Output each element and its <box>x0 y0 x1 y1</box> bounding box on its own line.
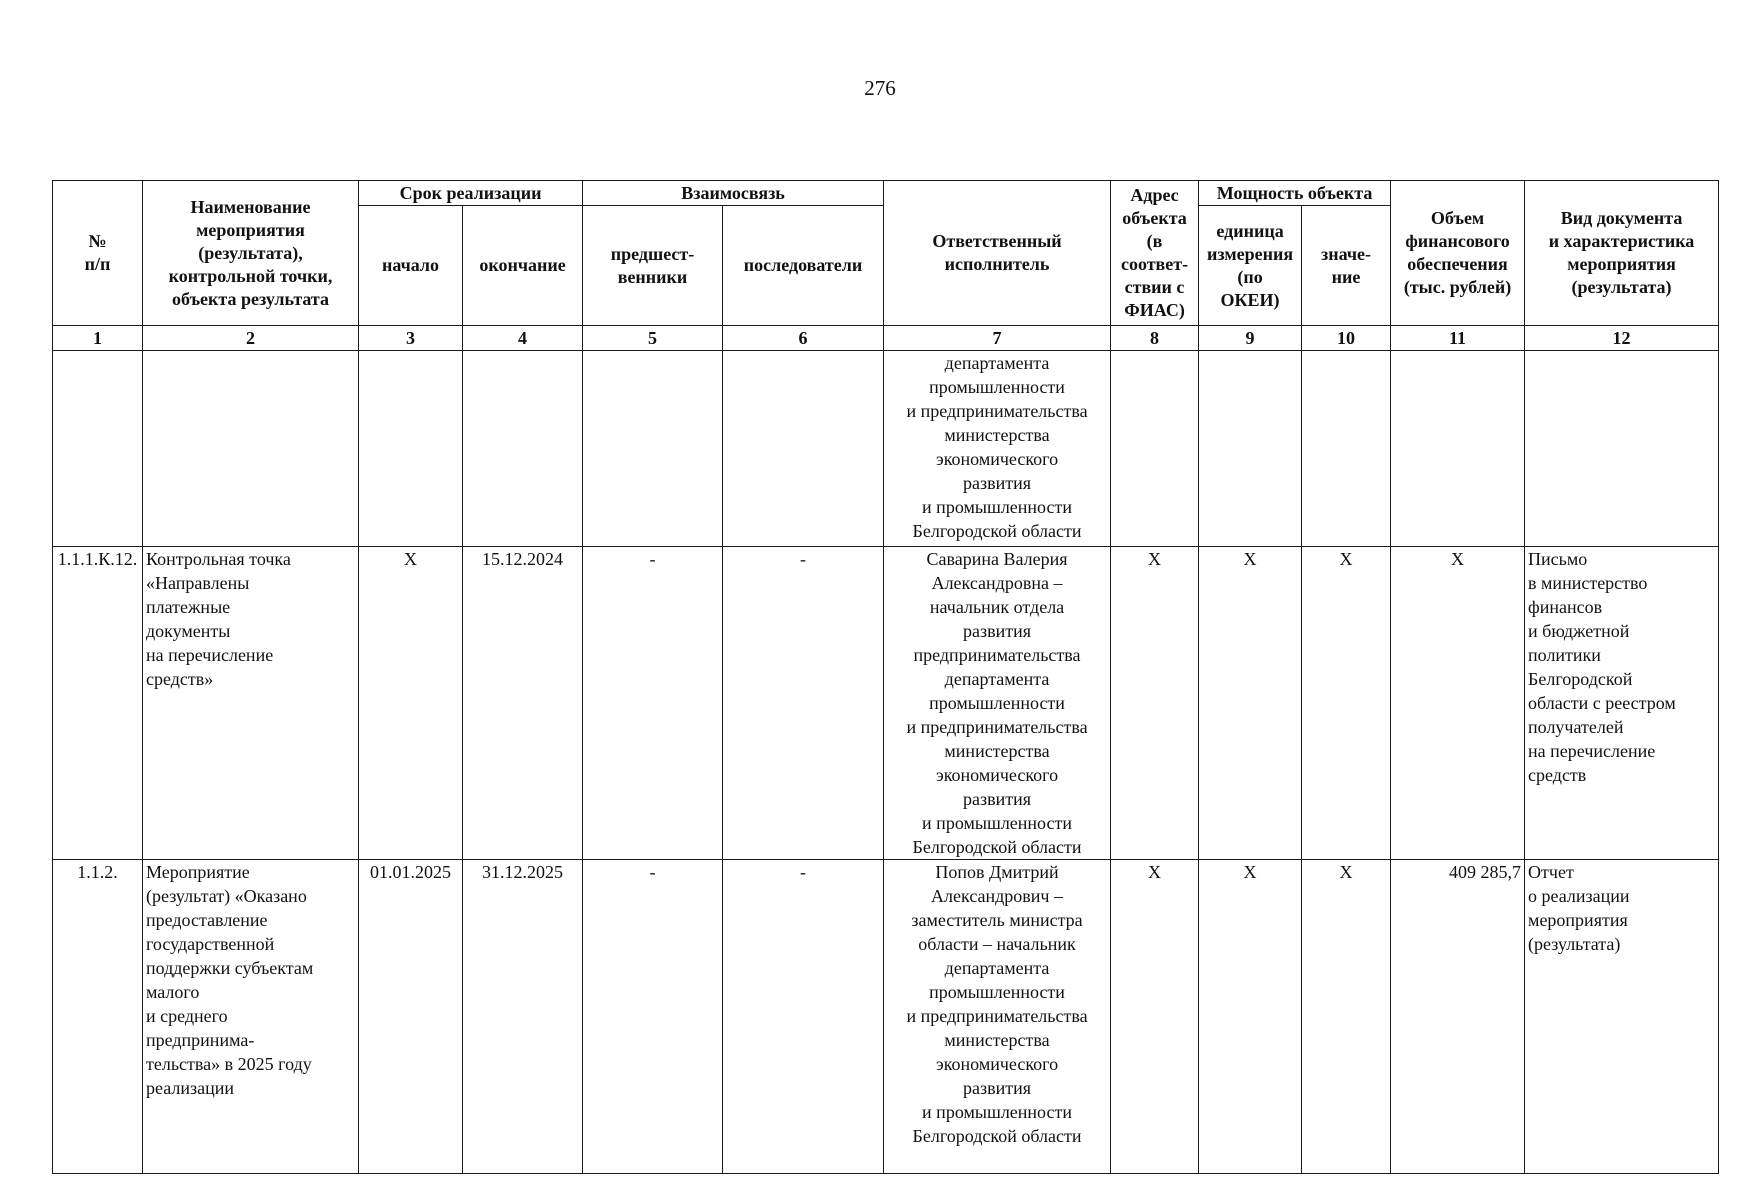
header-row-top <box>53 181 1719 206</box>
cell-successors <box>723 351 884 547</box>
cell-num: 1.1.2. <box>53 860 143 1174</box>
cell-name: Контрольная точка «Направлены платежные документы на перечисление средств» <box>143 547 359 860</box>
cell-successors: - <box>723 547 884 860</box>
column-number-row <box>53 326 1719 351</box>
cell-responsible: Саварина Валерия Александровна – начальник отдела развития предпринимательства департамента промышленности и предпринимательства министерства экономического развития и промышленности Белгородской области <box>884 547 1111 860</box>
column-number: 5 <box>583 326 723 351</box>
cell-finance: X <box>1391 547 1525 860</box>
table-row <box>53 860 1719 1174</box>
cell-start <box>359 351 463 547</box>
column-number: 6 <box>723 326 884 351</box>
cell-name: Мероприятие (результат) «Оказано предоставление государственной поддержки субъектам малого и среднего предпринима- тельства» в 2025 году реализации <box>143 860 359 1174</box>
cell-address: X <box>1111 860 1199 1174</box>
header-end: окончание <box>463 206 583 326</box>
cell-address: X <box>1111 547 1199 860</box>
table-row <box>53 351 1719 547</box>
column-number: 11 <box>1391 326 1525 351</box>
cell-document <box>1525 351 1719 547</box>
cell-predecessors: - <box>583 547 723 860</box>
column-number: 2 <box>143 326 359 351</box>
cell-value: X <box>1302 547 1391 860</box>
header-group-capacity: Мощность объекта <box>1199 181 1391 206</box>
cell-value <box>1302 351 1391 547</box>
cell-predecessors: - <box>583 860 723 1174</box>
cell-responsible: департамента промышленности и предпринимательства министерства экономического развития и промышленности Белгородской области <box>884 351 1111 547</box>
header-responsible: Ответственный исполнитель <box>884 181 1111 326</box>
column-number: 4 <box>463 326 583 351</box>
column-number: 1 <box>53 326 143 351</box>
cell-document: Отчет о реализации мероприятия (результата) <box>1525 860 1719 1174</box>
table-row <box>53 547 1719 860</box>
cell-successors: - <box>723 860 884 1174</box>
cell-end <box>463 351 583 547</box>
header-num: № п/п <box>53 181 143 326</box>
cell-unit: X <box>1199 860 1302 1174</box>
column-number: 9 <box>1199 326 1302 351</box>
cell-finance <box>1391 351 1525 547</box>
column-number: 3 <box>359 326 463 351</box>
header-value: значе- ние <box>1302 206 1391 326</box>
header-start: начало <box>359 206 463 326</box>
column-number: 7 <box>884 326 1111 351</box>
column-number: 12 <box>1525 326 1719 351</box>
cell-responsible: Попов Дмитрий Александрович – заместитель министра области – начальник департамента промышленности и предпринимательства министерства экономического развития и промышленности Белгородской области <box>884 860 1111 1174</box>
cell-unit: X <box>1199 547 1302 860</box>
cell-start: 01.01.2025 <box>359 860 463 1174</box>
column-number: 10 <box>1302 326 1391 351</box>
header-finance: Объем финансового обеспечения (тыс. рублей) <box>1391 181 1525 326</box>
header-group-term: Срок реализации <box>359 181 583 206</box>
header-name: Наименование мероприятия (результата), контрольной точки, объекта результата <box>143 181 359 326</box>
header-document: Вид документа и характеристика мероприятия (результата) <box>1525 181 1719 326</box>
cell-value: X <box>1302 860 1391 1174</box>
cell-num <box>53 351 143 547</box>
header-successors: последователи <box>723 206 884 326</box>
page-number: 276 <box>864 76 896 100</box>
header-predecessors: предшест- венники <box>583 206 723 326</box>
header-unit: единица измерения (по ОКЕИ) <box>1199 206 1302 326</box>
cell-end: 15.12.2024 <box>463 547 583 860</box>
cell-address <box>1111 351 1199 547</box>
column-number: 8 <box>1111 326 1199 351</box>
cell-num: 1.1.1.К.12. <box>53 547 143 860</box>
header-address: Адрес объекта (в соответ- ствии с ФИАС) <box>1111 181 1199 326</box>
cell-start: X <box>359 547 463 860</box>
cell-finance: 409 285,7 <box>1391 860 1525 1174</box>
implementation-plan-table <box>52 180 1719 1174</box>
cell-unit <box>1199 351 1302 547</box>
cell-end: 31.12.2025 <box>463 860 583 1174</box>
cell-document: Письмо в министерство финансов и бюджетной политики Белгородской области с реестром получателей на перечисление средств <box>1525 547 1719 860</box>
cell-predecessors <box>583 351 723 547</box>
cell-name <box>143 351 359 547</box>
header-group-link: Взаимосвязь <box>583 181 884 206</box>
